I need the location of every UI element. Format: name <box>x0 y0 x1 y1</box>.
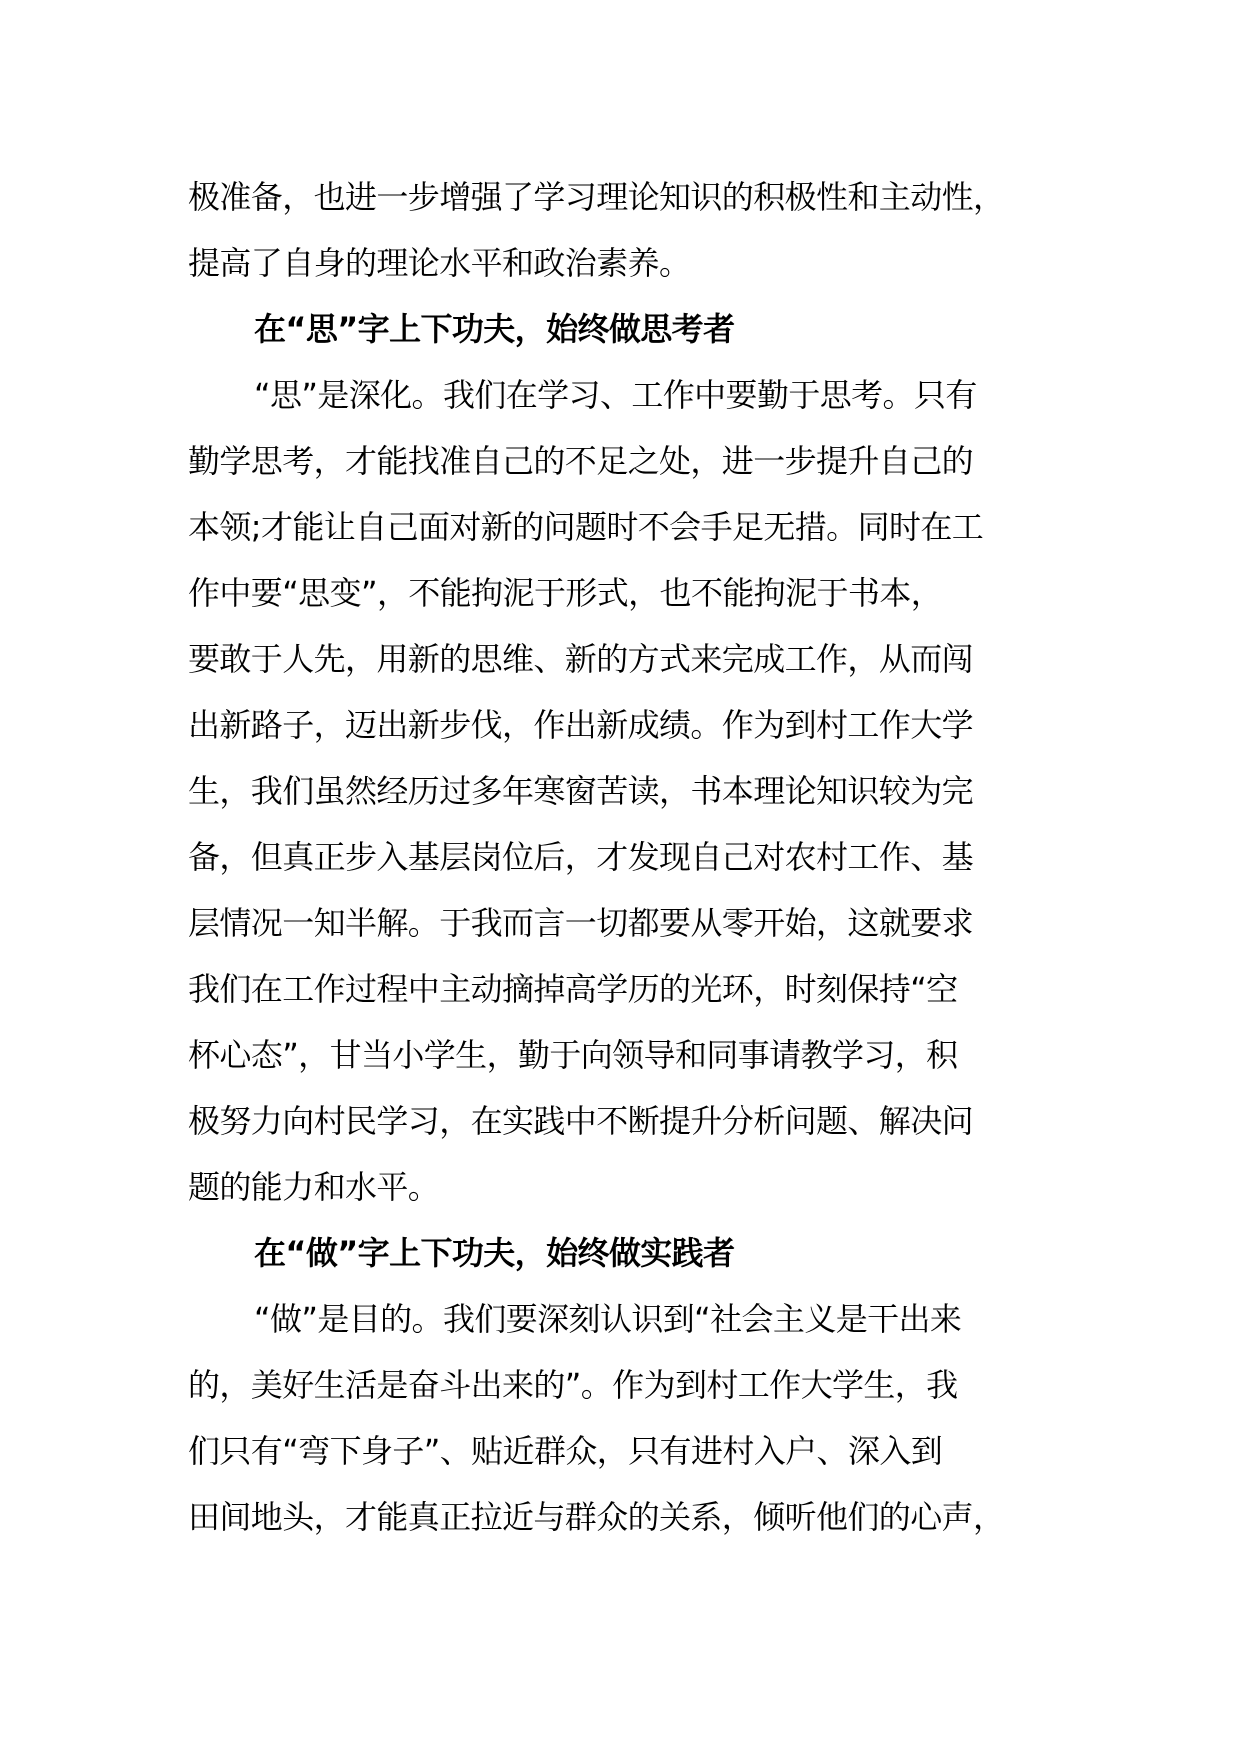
body-line: 极准备，也进一步增强了学习理论知识的积极性和主动性， <box>188 178 1005 216</box>
body-line: 极努力向村民学习，在实践中不断提升分析问题、解决问 <box>188 1102 974 1140</box>
body-line: 题的能力和水平。 <box>188 1168 440 1206</box>
body-line: 杯心态”，甘当小学生，勤于向领导和同事请教学习，积 <box>188 1036 958 1074</box>
document-body <box>188 164 1052 1550</box>
body-line: 的，美好生活是奋斗出来的”。作为到村工作大学生，我 <box>188 1366 958 1404</box>
body-line: 田间地头，才能真正拉近与群众的关系，倾听他们的心声， <box>188 1498 1005 1536</box>
body-line: 我们在工作过程中主动摘掉高学历的光环，时刻保持“空 <box>188 970 958 1008</box>
body-line: 备，但真正步入基层岗位后，才发现自己对农村工作、基 <box>188 838 974 876</box>
body-line: 提高了自身的理论水平和政治素养。 <box>188 244 691 282</box>
body-line: 要敢于人先，用新的思维、新的方式来完成工作，从而闯 <box>188 640 974 678</box>
body-line: 出新路子，迈出新步伐，作出新成绩。作为到村工作大学 <box>188 706 974 744</box>
body-line: 层情况一知半解。于我而言一切都要从零开始，这就要求 <box>188 904 974 942</box>
body-line: 作中要“思变”，不能拘泥于形式，也不能拘泥于书本， <box>188 574 943 612</box>
paragraph-first-line: “做”是目的。我们要深刻认识到“社会主义是干出来 <box>254 1300 962 1338</box>
body-line: 生，我们虽然经历过多年寒窗苦读，书本理论知识较为完 <box>188 772 974 810</box>
paragraph-first-line: “思”是深化。我们在学习、工作中要勤于思考。只有 <box>254 376 977 414</box>
section-heading-do: 在“做”字上下功夫，始终做实践者 <box>254 1234 735 1272</box>
body-line: 本领;才能让自己面对新的问题时不会手足无措。同时在工 <box>188 508 984 546</box>
body-line: 勤学思考，才能找准自己的不足之处，进一步提升自己的 <box>188 442 974 480</box>
body-line: 们只有“弯下身子”、贴近群众，只有进村入户、深入到 <box>188 1432 943 1470</box>
section-heading-think: 在“思”字上下功夫，始终做思考者 <box>254 310 735 348</box>
